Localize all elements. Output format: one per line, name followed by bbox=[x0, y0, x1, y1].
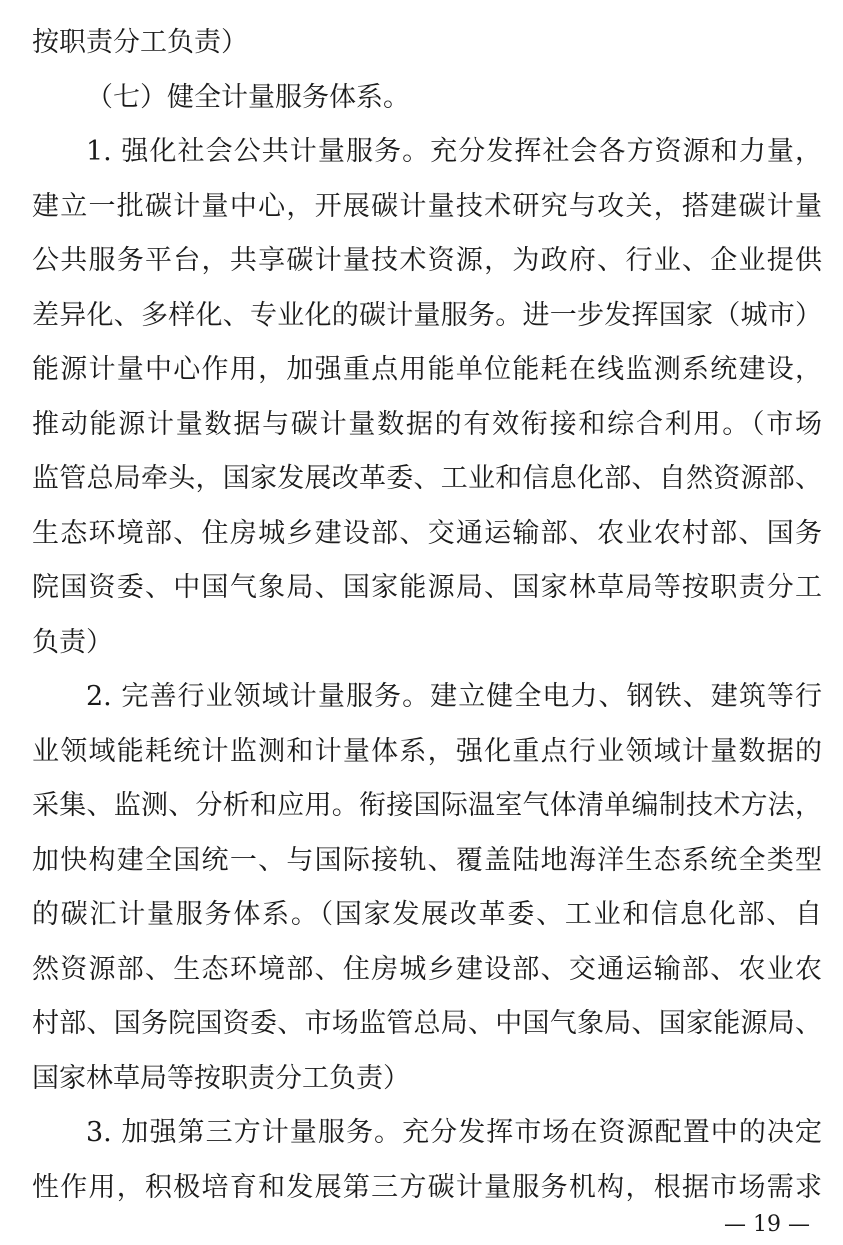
paragraph-1-line-1: 1. 强化社会公共计量服务。充分发挥社会各方资源和力量， bbox=[86, 136, 822, 167]
paragraph-2-line-2: 业领域能耗统计监测和计量体系，强化重点行业领域计量数据的 bbox=[32, 735, 822, 767]
paragraph-3-line-1: 3. 加强第三方计量服务。充分发挥市场在资源配置中的决定 bbox=[86, 1117, 822, 1148]
paragraph-2-line-5: 的碳汇计量服务体系。（国家发展改革委、工业和信息化部、自 bbox=[32, 899, 822, 930]
paragraph-2-line-7: 村部、国务院国资委、市场监管总局、中国气象局、国家能源局、 bbox=[32, 1008, 822, 1039]
paragraph-2-line-3: 采集、监测、分析和应用。衔接国际温室气体清单编制技术方法， bbox=[32, 790, 822, 821]
paragraph-2-line-6: 然资源部、生态环境部、住房城乡建设部、交通运输部、农业农 bbox=[32, 953, 822, 985]
text-line-1: 按职责分工负责） bbox=[32, 27, 248, 58]
paragraph-1-line-8: 生态环境部、住房城乡建设部、交通运输部、农业农村部、国务 bbox=[32, 517, 822, 549]
paragraph-1-line-4: 差异化、多样化、专业化的碳计量服务。进一步发挥国家（城市） bbox=[32, 299, 822, 331]
paragraph-2-line-4: 加快构建全国统一、与国际接轨、覆盖陆地海洋生态系统全类型 bbox=[32, 844, 822, 876]
paragraph-1-line-5: 能源计量中心作用，加强重点用能单位能耗在线监测系统建设， bbox=[32, 354, 822, 385]
paragraph-2-line-8: 国家林草局等按职责分工负责） bbox=[32, 1062, 410, 1094]
paragraph-1-line-10: 负责） bbox=[32, 626, 113, 658]
paragraph-2-line-1: 2. 完善行业领域计量服务。建立健全电力、钢铁、建筑等行 bbox=[86, 681, 822, 712]
section-heading-7: （七）健全计量服务体系。 bbox=[86, 81, 410, 113]
paragraph-1-line-7: 监管总局牵头，国家发展改革委、工业和信息化部、自然资源部、 bbox=[32, 463, 822, 494]
paragraph-1-line-2: 建立一批碳计量中心，开展碳计量技术研究与攻关，搭建碳计量 bbox=[32, 190, 822, 222]
paragraph-1-line-3: 公共服务平台，共享碳计量技术资源，为政府、行业、企业提供 bbox=[32, 245, 822, 276]
page-number: — 19 — bbox=[724, 1212, 810, 1237]
paragraph-1-line-6: 推动能源计量数据与碳计量数据的有效衔接和综合利用。（市场 bbox=[32, 408, 822, 440]
paragraph-3-line-2: 性作用，积极培育和发展第三方碳计量服务机构，根据市场需求 bbox=[32, 1171, 822, 1203]
paragraph-1-line-9: 院国资委、中国气象局、国家能源局、国家林草局等按职责分工 bbox=[32, 572, 822, 603]
